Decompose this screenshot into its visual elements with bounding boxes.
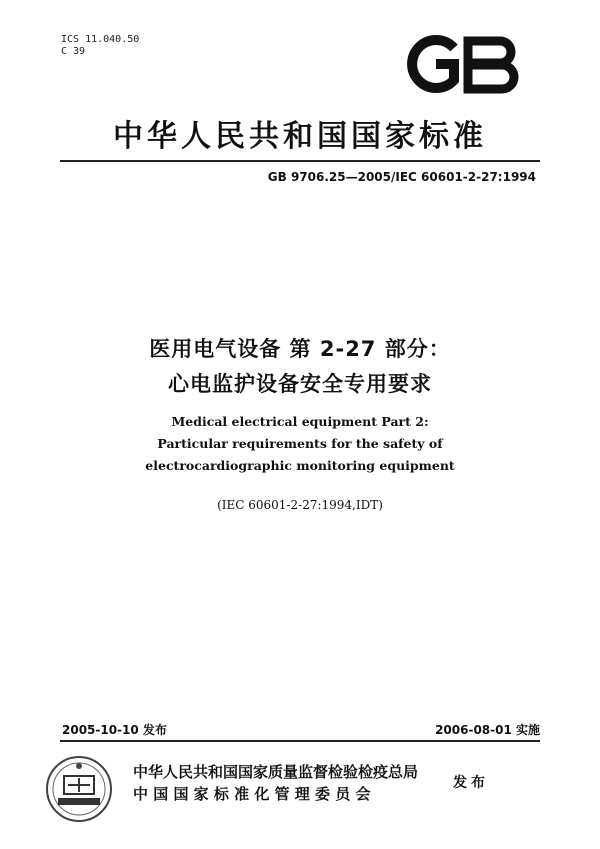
title-en-line1: Medical electrical equipment Part 2: <box>171 414 429 429</box>
gb-logo-text: GB <box>462 93 464 94</box>
gb-logo <box>402 34 522 94</box>
release-label: 发布 <box>453 775 489 791</box>
title-zh-line2: 心电监护设备安全专用要求 <box>168 372 432 396</box>
ics-code: ICS 11.040.50 <box>61 34 140 45</box>
adoption-note: (IEC 60601-2-27:1994,IDT) <box>217 498 383 512</box>
issue-date: 2005-10-10 发布 <box>62 723 167 737</box>
publisher-line1: 中华人民共和国国家质量监督检验检疫总局 <box>133 763 419 781</box>
publisher-line2: 中 国 国 家 标 准 化 管 理 委 员 会 <box>133 785 371 803</box>
classification-codes <box>61 34 139 58</box>
title-zh-line1: 医用电气设备 第 2-27 部分： <box>149 337 451 361</box>
title-en-line3: electrocardiographic monitoring equipment <box>145 458 455 473</box>
implementation-date: 2006-08-01 实施 <box>435 723 540 737</box>
ccs-code: C 39 <box>61 46 86 57</box>
publisher-seal-icon <box>44 754 114 824</box>
standard-number: GB 9706.25—2005/IEC 60601-2-27:1994 <box>267 170 536 184</box>
bottom-divider <box>60 740 540 742</box>
top-divider <box>60 160 540 162</box>
title-en-line2: Particular requirements for the safety of <box>157 436 443 451</box>
standard-category-title: 中华人民共和国国家标准 <box>113 119 487 154</box>
